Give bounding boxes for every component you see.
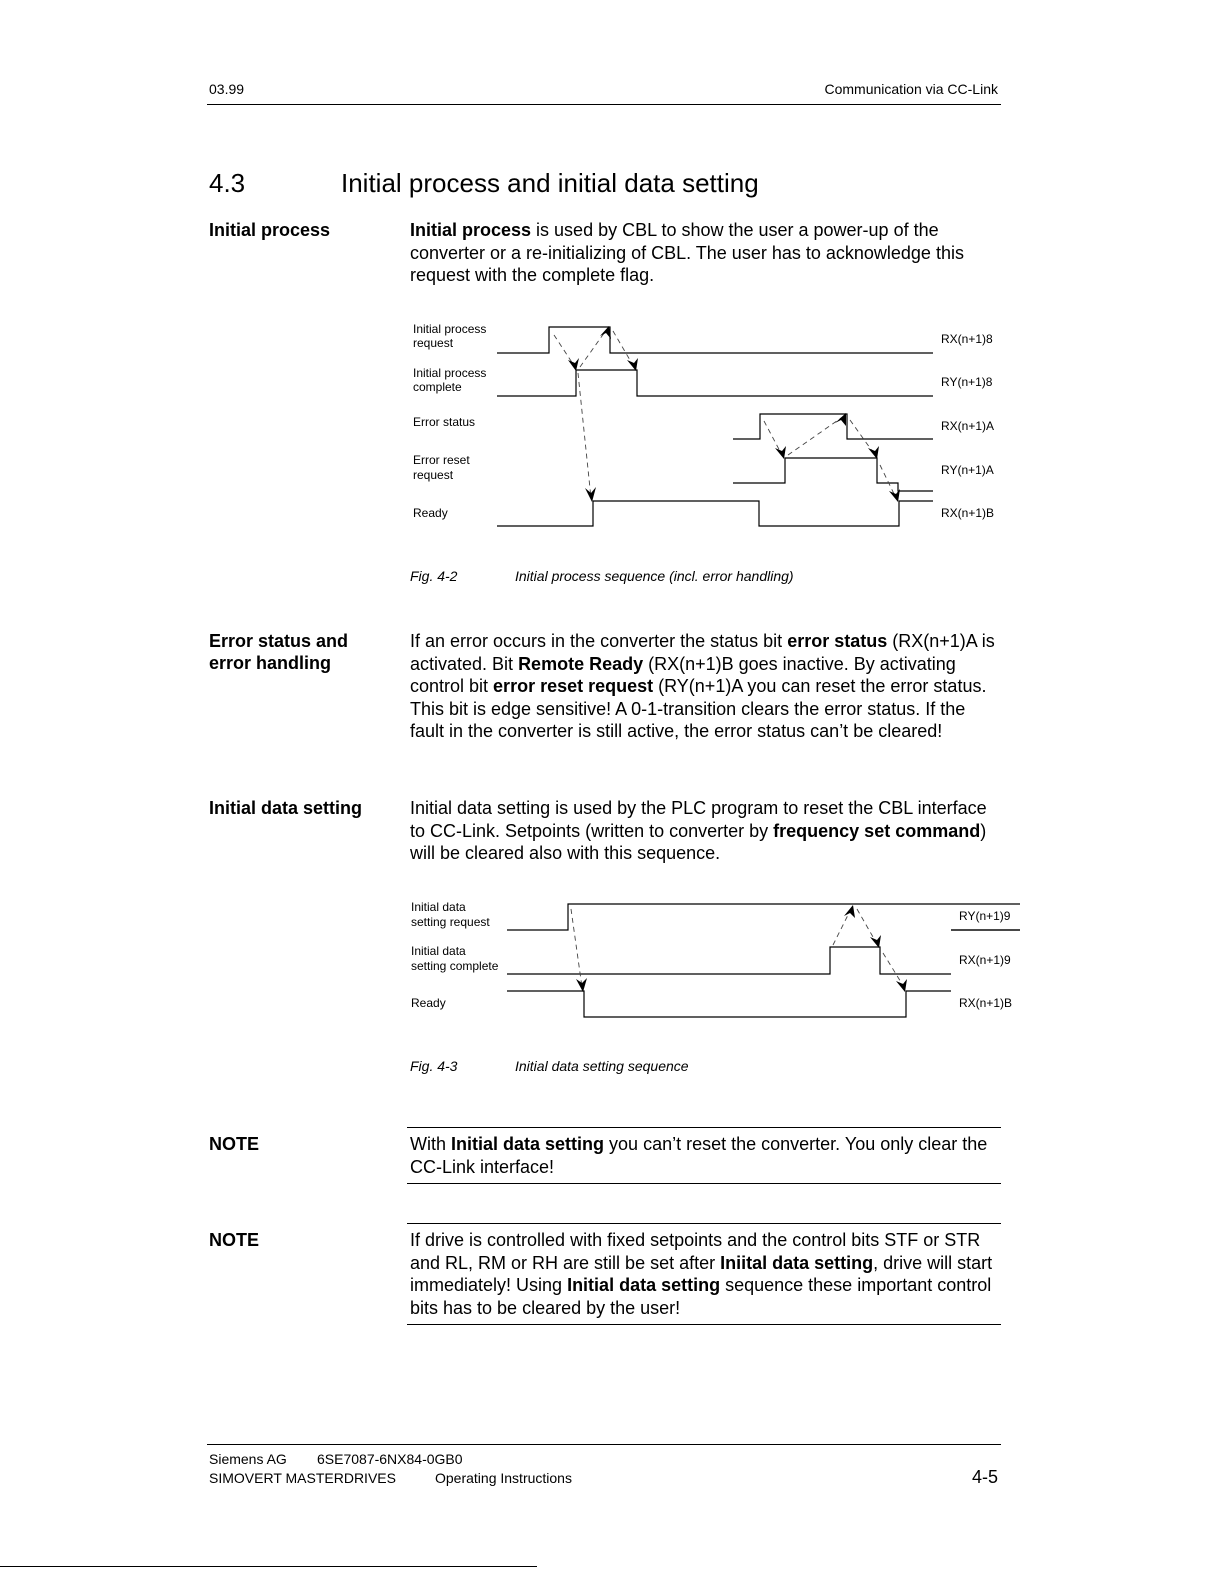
error-handling-text bbox=[410, 630, 1002, 743]
label-initial-data-setting-complete-2: setting complete bbox=[411, 959, 499, 973]
text-run: ) will be cleared also with this sequence. bbox=[410, 820, 987, 863]
signal-rx8: RX(n+1)8 bbox=[941, 332, 993, 346]
waveform-ready bbox=[497, 501, 933, 526]
label-initial-data-setting-request-2: setting request bbox=[411, 915, 490, 929]
footer-company: Siemens AG bbox=[209, 1451, 287, 1467]
text-run: Initial data setting is used by the PLC program to reset the CBL interface to CC-Link. Setpoints (written to converter by bbox=[410, 798, 987, 841]
signal-rxa: RX(n+1)A bbox=[941, 419, 995, 433]
text-run: , drive will start immediately! Using bbox=[410, 1252, 993, 1295]
scan-edge-line bbox=[0, 1566, 537, 1567]
arrowhead bbox=[568, 358, 579, 371]
arrowhead bbox=[870, 935, 881, 948]
note-top-rule bbox=[407, 1223, 1001, 1224]
bold-term: frequency set command bbox=[773, 820, 981, 841]
label-initial-process-request-1: Initial process bbox=[413, 322, 487, 336]
signal-ry9: RY(n+1)9 bbox=[959, 909, 1011, 923]
bold-term: Initial data setting bbox=[567, 1275, 721, 1295]
note-top-rule bbox=[407, 1127, 1001, 1128]
arrowhead bbox=[835, 413, 846, 426]
bold-term: Initial process bbox=[410, 220, 532, 240]
label-ready: Ready bbox=[411, 996, 446, 1010]
footer-document-type: Operating Instructions bbox=[435, 1470, 572, 1486]
text-run: (RY(n+1)A you can reset the error status. This bit is edge sensitive! A 0-1-transition clears the error status. If the fault in the converter is still active, the error status can’t be cleared! bbox=[410, 676, 987, 741]
arrow-complete-to-request bbox=[580, 329, 607, 367]
text-run: (RX(n+1)A is activated. Bit bbox=[410, 631, 995, 674]
label-ready: Ready bbox=[413, 506, 448, 520]
label-initial-process-complete-2: complete bbox=[413, 380, 462, 394]
label-initial-process-complete-1: Initial process bbox=[413, 366, 487, 380]
arrowhead bbox=[585, 487, 596, 502]
side-heading-initial-data-setting: Initial data setting bbox=[209, 798, 363, 818]
note-label: NOTE bbox=[209, 1230, 260, 1250]
section-number: 4.3 bbox=[209, 168, 246, 198]
note-bottom-rule bbox=[407, 1324, 1001, 1325]
bold-term: error reset request bbox=[493, 676, 654, 696]
side-heading-error-handling bbox=[209, 630, 389, 674]
side-heading-initial-process: Initial process bbox=[209, 220, 331, 240]
text-run: If drive is controlled with fixed setpoints and the control bits STF or STR and RL, RM or RH are still be set after bbox=[410, 1230, 981, 1273]
header-date: 03.99 bbox=[209, 81, 245, 97]
label-error-status: Error status bbox=[413, 415, 476, 429]
arrow-complete-fall-to-ready bbox=[883, 953, 904, 987]
figure-caption-number: Fig. 4-3 bbox=[410, 1058, 458, 1074]
text-run: sequence these important control bits has to be cleared by the user! bbox=[410, 1275, 992, 1318]
text-run: With bbox=[410, 1134, 452, 1154]
footer-product: SIMOVERT MASTERDRIVES bbox=[209, 1470, 396, 1486]
waveform-initial-data-setting-request bbox=[507, 904, 1020, 930]
header-chapter: Communication via CC-Link bbox=[824, 81, 998, 97]
figure-caption-text: Initial data setting sequence bbox=[515, 1058, 689, 1074]
arrow-request-fall-to-complete bbox=[613, 331, 634, 367]
signal-rx9: RX(n+1)9 bbox=[959, 953, 1011, 967]
label-initial-data-setting-request-1: Initial data bbox=[411, 900, 466, 914]
waveform-initial-process-request bbox=[497, 327, 933, 353]
note-label: NOTE bbox=[209, 1134, 260, 1154]
signal-rxb: RX(n+1)B bbox=[941, 506, 995, 520]
arrowhead bbox=[576, 978, 587, 992]
arrow-reset-to-error bbox=[788, 416, 844, 455]
initial-data-setting-text bbox=[410, 797, 998, 865]
arrow-complete-to-ready bbox=[578, 373, 591, 498]
waveform-ready bbox=[507, 991, 951, 1017]
bold-term: Iniital data setting bbox=[720, 1252, 874, 1273]
signal-ry8: RY(n+1)8 bbox=[941, 375, 993, 389]
arrowhead bbox=[896, 979, 907, 992]
arrowhead bbox=[868, 446, 879, 459]
note-text bbox=[410, 1229, 1002, 1319]
section-title: Initial process and initial data setting bbox=[341, 168, 759, 198]
page-number: 4-5 bbox=[971, 1467, 998, 1487]
arrowhead bbox=[844, 905, 855, 918]
arrow-request-to-ready bbox=[571, 909, 582, 987]
initial-process-text bbox=[410, 219, 1000, 287]
signal-rxb: RX(n+1)B bbox=[959, 996, 1013, 1010]
bold-term: Initial data setting bbox=[451, 1134, 605, 1154]
arrowhead bbox=[627, 358, 638, 371]
figure-caption-text: Initial process sequence (incl. error handling) bbox=[515, 568, 794, 584]
side-heading-line-1: Error status and bbox=[209, 631, 349, 651]
side-heading-line-2: error handling bbox=[209, 653, 332, 673]
text-run: you can’t reset the converter. You only clear the CC-Link interface! bbox=[410, 1134, 988, 1177]
label-error-reset-request-1: Error reset bbox=[413, 453, 470, 467]
figure-caption-number: Fig. 4-2 bbox=[410, 568, 458, 584]
timing-diagram-initial-data-setting bbox=[400, 895, 1020, 1025]
text-run: (RX(n+1)B goes inactive. By activating control bit bbox=[410, 653, 956, 696]
timing-diagram-initial-process bbox=[400, 315, 1010, 535]
bold-term: Remote Ready bbox=[518, 653, 644, 674]
text-run: is used by CBL to show the user a power-up of the converter or a re-initializing of CBL. The user has to acknowledge this request with the complete flag. bbox=[410, 220, 964, 285]
signal-rya: RY(n+1)A bbox=[941, 463, 994, 477]
footer-order-number: 6SE7087-6NX84-0GB0 bbox=[317, 1451, 463, 1467]
text-run: If an error occurs in the converter the status bit bbox=[410, 631, 788, 651]
label-initial-data-setting-complete-1: Initial data bbox=[411, 944, 466, 958]
bold-term: error status bbox=[787, 631, 888, 651]
label-error-reset-request-2: request bbox=[413, 468, 454, 482]
note-text bbox=[410, 1133, 998, 1178]
footer-rule bbox=[207, 1444, 1001, 1445]
waveform-error-reset-request bbox=[733, 458, 933, 491]
label-initial-process-request-2: request bbox=[413, 336, 454, 350]
header-rule bbox=[207, 104, 1001, 105]
waveform-initial-data-setting-complete bbox=[507, 947, 951, 974]
waveform-error-status bbox=[733, 414, 933, 439]
arrowhead bbox=[775, 446, 786, 459]
note-bottom-rule bbox=[407, 1183, 1001, 1184]
waveform-initial-process-complete bbox=[497, 370, 933, 396]
